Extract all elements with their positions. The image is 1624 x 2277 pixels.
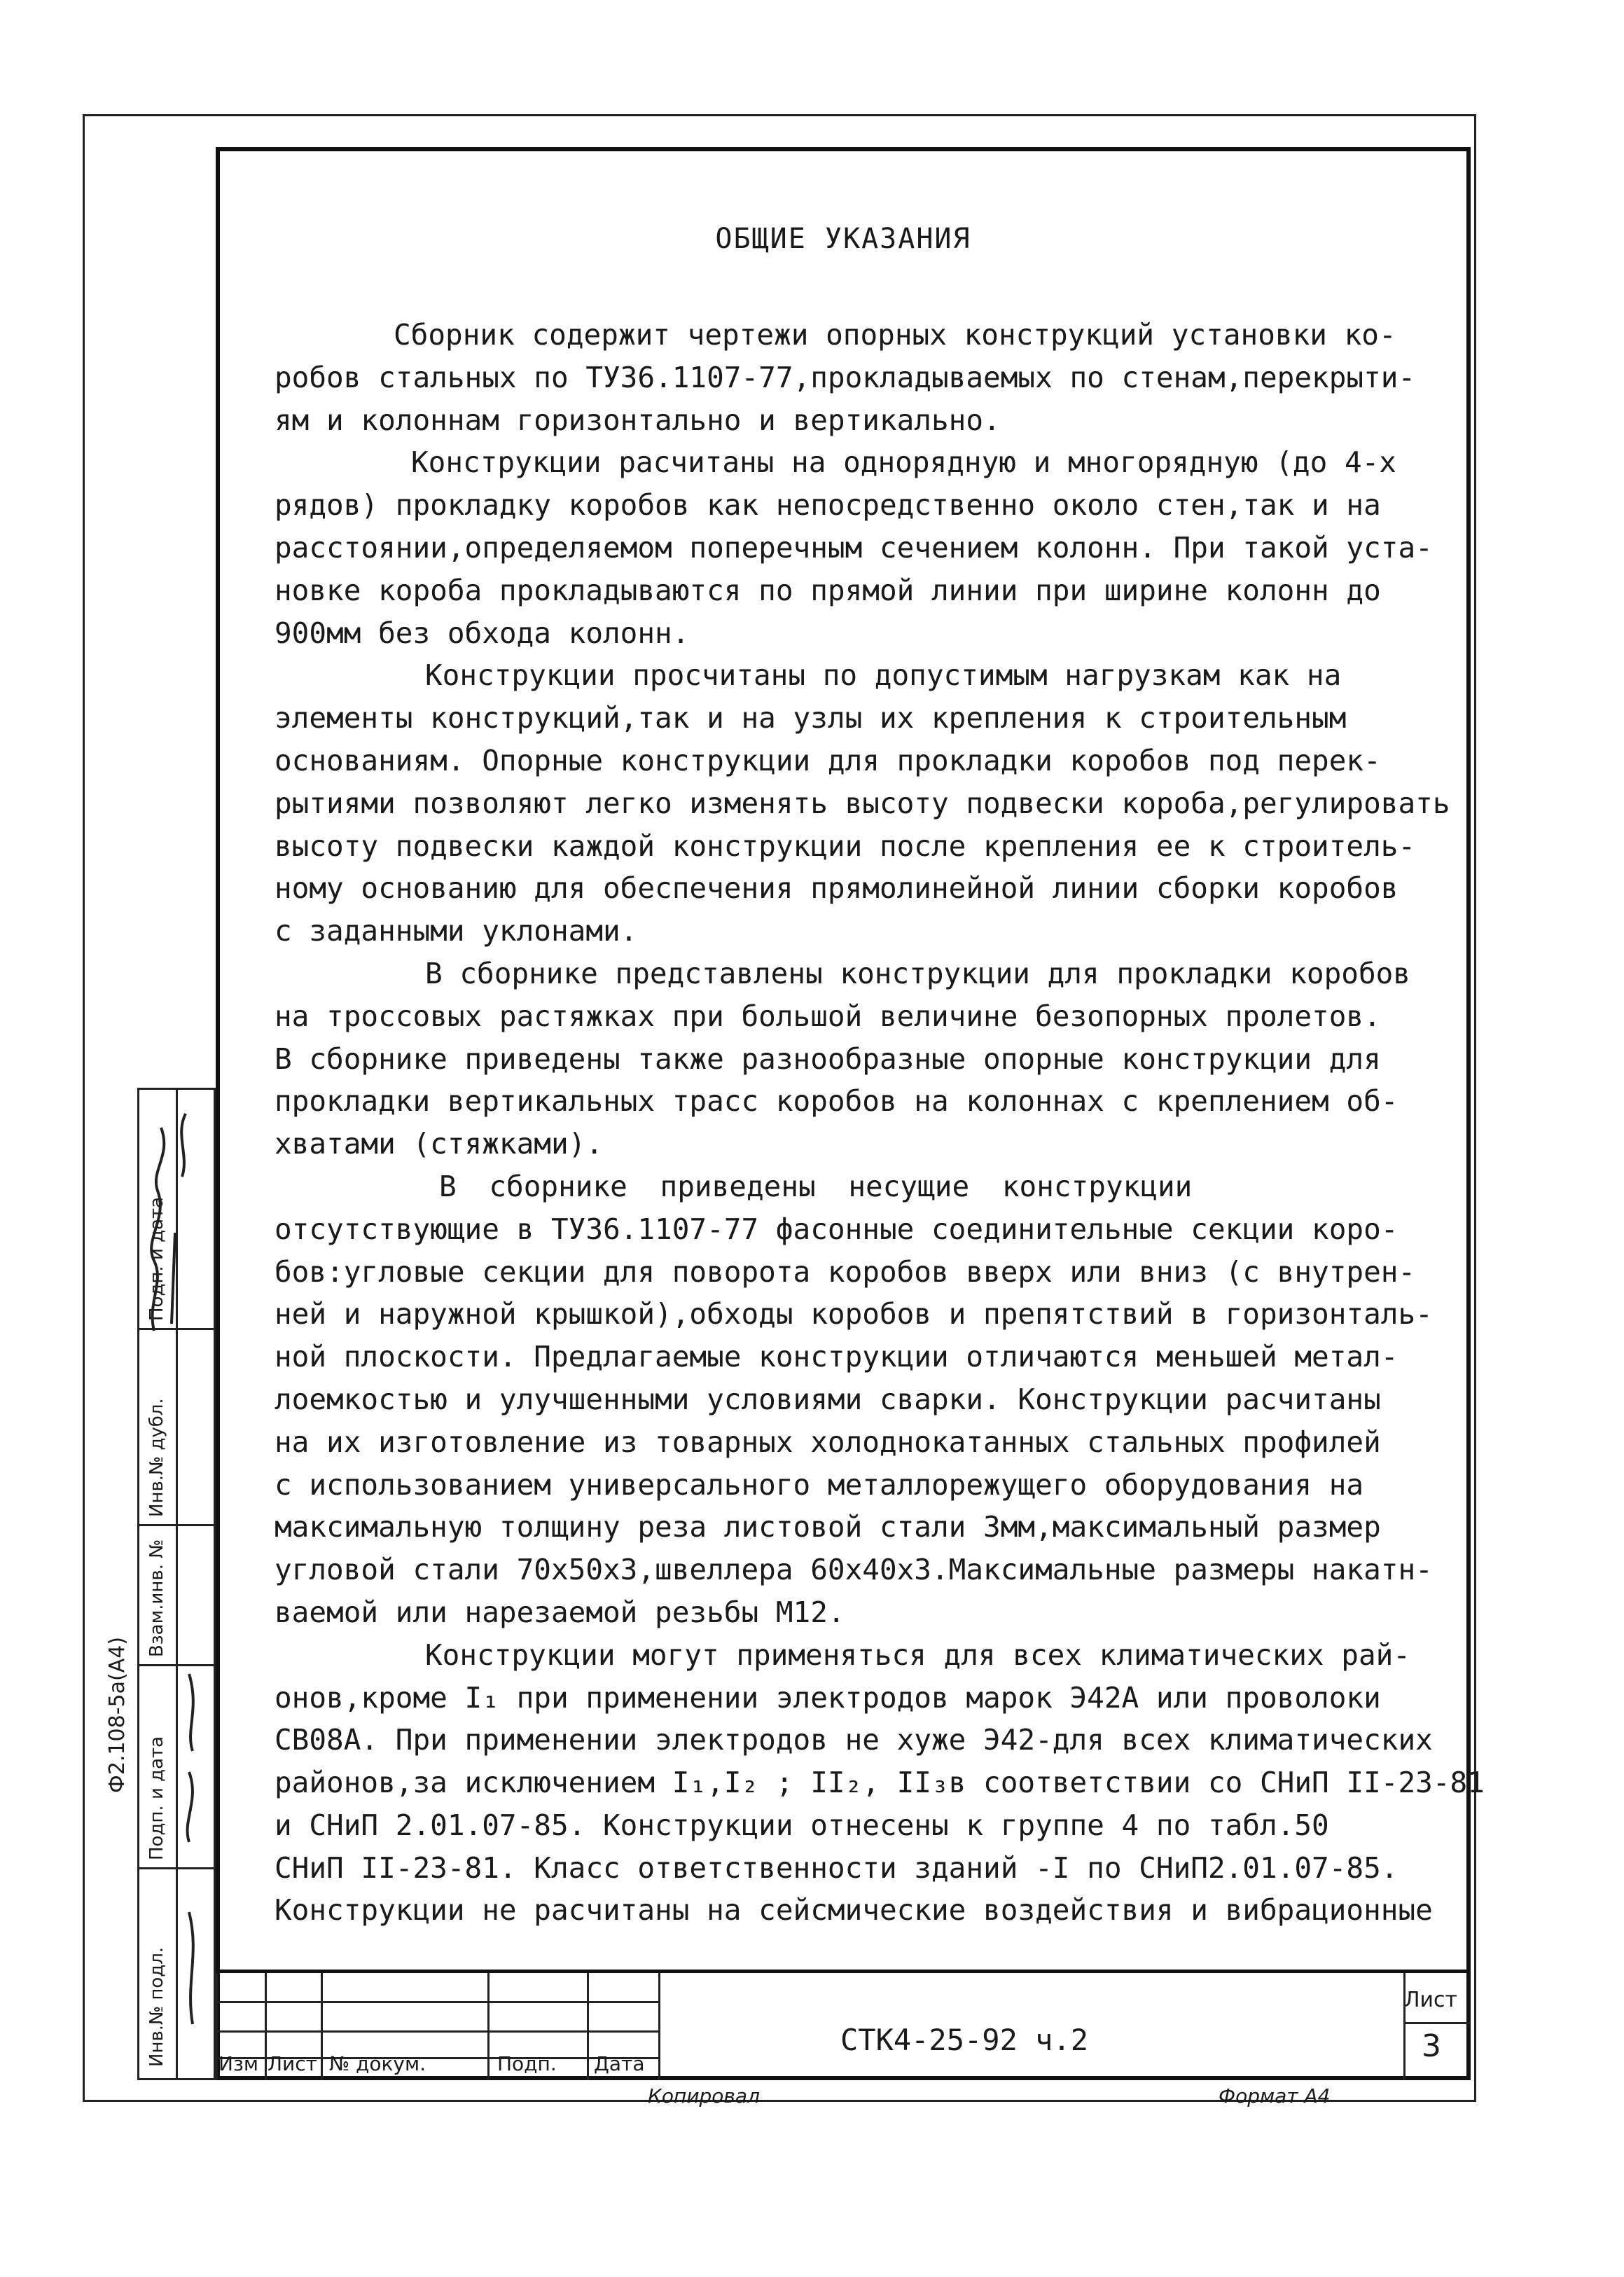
text-line: бов:угловые секции для поворота коробов вверх или вниз (с внутрен-: [275, 1254, 1416, 1289]
text-line: основаниям. Опорные конструкции для прокладки коробов под перек-: [275, 743, 1381, 777]
tb-divider: [265, 1973, 267, 2080]
page-title: ОБЩИЕ УКАЗАНИЯ: [715, 223, 971, 255]
text-line: 900мм без обхода колонн.: [275, 616, 690, 650]
tb-divider: [216, 2030, 658, 2033]
signature-mark: [105, 1093, 210, 1345]
text-line: онов,кроме I₁ при применении электродов марок Э42А или проволоки: [275, 1680, 1381, 1715]
text-line: Конструкции не расчитаны на сейсмические воздействия и вибрационные: [275, 1893, 1433, 1928]
text-line: новке короба прокладываются по прямой линии при ширине колонн до: [275, 573, 1381, 607]
copied-by-label: Копировал: [648, 2084, 760, 2108]
text-line: робов стальных по ТУ36.1107-77,прокладываемых по стенам,перекрыти-: [275, 360, 1416, 394]
text-line: прокладки вертикальных трасс коробов на колоннах с креплением об-: [275, 1084, 1399, 1119]
text-line: высоту подвески каждой конструкции после крепления ее к строитель-: [275, 829, 1416, 863]
text-line: лоемкостью и улучшенными условиями сварки. Конструкции расчитаны: [275, 1382, 1381, 1416]
text-line: элементы конструкций,так и на узлы их крепления к строительным: [275, 701, 1347, 735]
tb-col-change: Изм: [218, 2052, 258, 2075]
side-stamp-label: Подп. и дата: [146, 1736, 167, 1860]
text-line: Сборник содержит чертежи опорных конструкций установки ко-: [394, 318, 1396, 352]
tb-divider: [587, 1973, 589, 2080]
document-designation: СТК4-25-92 ч.2: [840, 2023, 1089, 2057]
text-line: СВ08А. При применении электродов не хуже Э42-для всех климатических: [275, 1723, 1433, 1757]
text-line: Конструкции могут применяться для всех климатических рай-: [425, 1638, 1410, 1672]
text-line: и СНиП 2.01.07-85. Конструкции отнесены к группе 4 по табл.50: [275, 1808, 1329, 1842]
form-code: Ф2.108-5а(А4): [105, 1636, 130, 1793]
text-line: Конструкции просчитаны по допустимым нагрузкам как на: [425, 658, 1342, 693]
body-text: [275, 314, 1485, 1932]
side-stamp-divider: [139, 1524, 214, 1526]
tb-divider: [216, 2001, 658, 2003]
text-line: рытиями позволяют легко изменять высоту подвески короба,регулировать: [275, 786, 1450, 820]
sheet-number: 3: [1422, 2028, 1441, 2064]
tb-col-doc-number: № докум.: [329, 2052, 426, 2075]
text-line: расстоянии,определяемом поперечным сечением колонн. При такой уста-: [275, 530, 1433, 565]
text-line: В сборнике представлены конструкции для прокладки коробов: [425, 956, 1410, 990]
text-line: ной плоскости. Предлагаемые конструкции отличаются меньшей метал-: [275, 1340, 1399, 1374]
signature-mark: [168, 1646, 217, 2038]
text-line: отсутствующие в ТУ36.1107-77 фасонные соединительные секции коро-: [275, 1212, 1399, 1246]
text-line: хватами (стяжками).: [275, 1127, 603, 1161]
tb-divider: [321, 1973, 323, 2080]
text-line: с заданными уклонами.: [275, 914, 638, 948]
tb-divider: [487, 1973, 490, 2080]
text-line: рядов) прокладку коробов как непосредственно около стен,так и на: [275, 488, 1381, 522]
tb-col-signature: Подп.: [497, 2052, 557, 2075]
text-line: Конструкции расчитаны на однорядную и многорядную (до 4-х: [411, 445, 1396, 480]
text-line: на их изготовление из товарных холоднокатанных стальных профилей: [275, 1425, 1381, 1459]
tb-col-sheet: Лист: [268, 2052, 317, 2075]
format-label: Формат А4: [1219, 2084, 1331, 2108]
text-line: на троссовых растяжках при большой величине безопорных пролетов.: [275, 999, 1381, 1033]
tb-divider: [216, 1973, 218, 2080]
text-line: ней и наружной крышкой),обходы коробов и препятствий в горизонталь-: [275, 1297, 1433, 1331]
text-line: ваемой или нарезаемой резьбы М12.: [275, 1595, 845, 1629]
tb-divider: [1403, 2022, 1471, 2024]
text-line: СНиП II-23-81. Класс ответственности зданий -I по СНиП2.01.07-85.: [275, 1850, 1399, 1885]
tb-col-date: Дата: [594, 2052, 645, 2075]
sheet-label: Лист: [1404, 1988, 1458, 2012]
text-line: ям и колоннам горизонтально и вертикально.: [275, 403, 1001, 437]
side-stamp-label: Инв.№ подл.: [146, 1946, 167, 2067]
side-stamp-label: Инв.№ дубл.: [146, 1398, 167, 1517]
text-line: угловой стали 70х50х3,швеллера 60х40х3.Максимальные размеры накатн-: [275, 1553, 1433, 1587]
text-line: с использованием универсального металлорежущего оборудования на: [275, 1467, 1364, 1502]
side-stamp-label: Подп. и дата: [146, 1196, 167, 1321]
text-line: ному основанию для обеспечения прямолинейной линии сборки коробов: [275, 871, 1399, 906]
text-line: районов,за исключением I₁,I₂ ; II₂, II₃в соответствии со СНиП II-23-81: [275, 1766, 1485, 1800]
text-line: В сборнике приведены также разнообразные опорные конструкции для: [275, 1041, 1381, 1076]
text-line: В сборнике приведены несущие конструкции: [439, 1169, 1193, 1203]
tb-divider: [658, 1973, 660, 2080]
side-stamp-label: Взам.инв. №: [146, 1539, 167, 1657]
text-line: максимальную толщину реза листовой стали 3мм,максимальный размер: [275, 1510, 1381, 1544]
